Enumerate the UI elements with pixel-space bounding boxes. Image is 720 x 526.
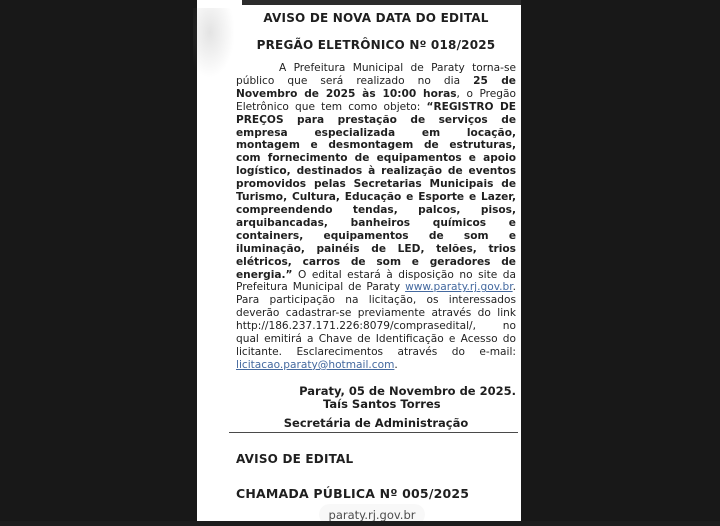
date-line: Paraty, 05 de Novembro de 2025. bbox=[299, 383, 516, 398]
body-text: . bbox=[394, 358, 398, 371]
document-top-bar bbox=[242, 0, 521, 5]
notice-title: AVISO DE NOVA DATA DO EDITAL bbox=[263, 11, 489, 25]
notice-subtitle: PREGÃO ELETRÔNICO Nº 018/2025 bbox=[256, 38, 496, 52]
signature-block bbox=[236, 385, 516, 433]
body-text: . Para participação na licitação, os interessados deverão cadastrar-se previamente através do link http://186.237.171.226:8079/comprasedital/, no qual emitirá a Chave de Identificação e Acesso do licitante. Esclarecimentos através do e-mail: bbox=[236, 281, 516, 358]
bottom-bar bbox=[0, 521, 720, 526]
body-text: A Prefeitura Municipal de Paraty torna-se público que será realizado no dia bbox=[236, 62, 516, 87]
document-page bbox=[197, 0, 521, 526]
chamada-publica-heading: CHAMADA PÚBLICA Nº 005/2025 bbox=[236, 485, 470, 501]
body-text: , o Pregão Eletrônico que tem como objeto: bbox=[236, 87, 516, 113]
inline-link[interactable]: www.paraty.rj.gov.br bbox=[405, 281, 513, 294]
body-text: O edital estará à disposição no site da Prefeitura Municipal de Paraty bbox=[236, 268, 516, 294]
notice-body bbox=[236, 62, 516, 372]
aviso-edital-heading: AVISO DE EDITAL bbox=[236, 451, 354, 466]
bold-text: “REGISTRO DE PREÇOS para prestação de serviços de empresa especializada em locação, montagem e desmontagem de estruturas, com fornecimento de equipamentos e apoio logístico, destinados à realização de eventos promovidos pelas Secretarias Municipais de Turismo, Cultura, Educação e Esporte e Lazer, compreendendo tendas, palcos, pisos, arquibancadas, banheiros químicos e containers, equipamentos de som e iluminação, painéis de LED, telões, trios elétricos, carros de som e geradores de energia.” bbox=[236, 100, 517, 281]
url-text: paraty.rj.gov.br bbox=[328, 507, 416, 522]
bold-text: 25 de Novembro de 2025 às 10:00 horas bbox=[236, 74, 516, 100]
signature-divider bbox=[229, 432, 518, 433]
signer-name: Taís Santos Torres bbox=[323, 396, 441, 411]
scan-artifact bbox=[193, 8, 235, 78]
inline-link[interactable]: licitacao.paraty@hotmail.com bbox=[236, 358, 395, 371]
signer-title: Secretária de Administração bbox=[283, 415, 469, 430]
